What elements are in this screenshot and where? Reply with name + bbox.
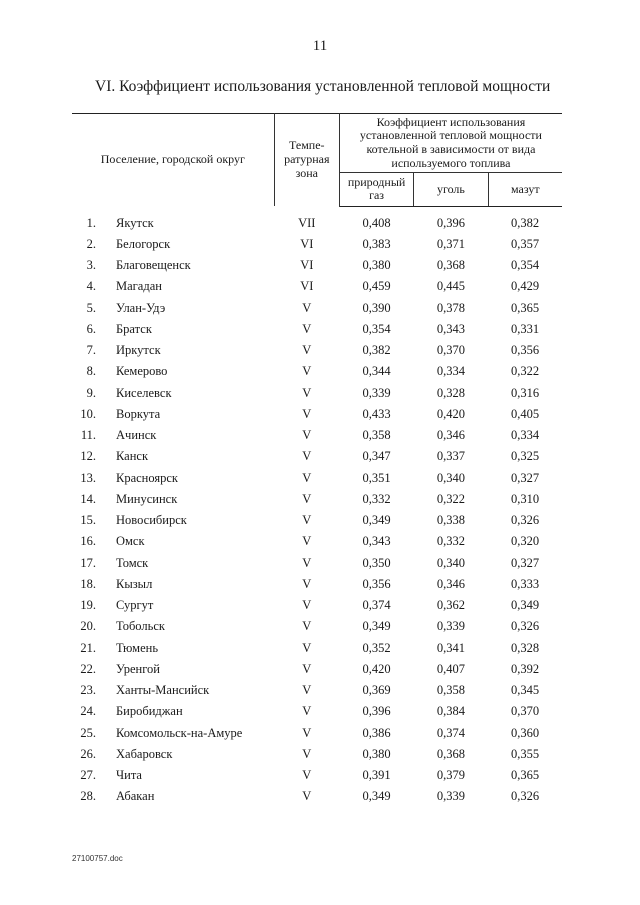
settlement-cell [72,404,274,425]
coal-coefficient-cell: 0,340 [436,470,465,485]
settlement-cell [72,701,274,722]
gas-coefficient-cell: 0,354 [362,321,391,336]
table-row [72,765,562,786]
settlement-name: Ханты-Мансийск [116,683,210,698]
temperature-zone-cell: V [302,449,312,464]
temperature-zone-cell: V [302,321,312,336]
table-row [72,213,562,234]
table-row [72,659,562,680]
page-number: 11 [312,38,328,54]
gas-coefficient-cell: 0,351 [362,470,391,485]
table-row [72,553,562,574]
coal-coefficient-cell: 0,334 [436,364,465,379]
settlement-name: Киселевск [116,385,172,400]
settlement-name: Братск [116,321,152,336]
coal-coefficient-cell: 0,370 [436,343,465,358]
settlement-name: Сургут [116,598,154,613]
gas-coefficient-cell: 0,347 [362,449,391,464]
temperature-zone-cell: V [302,725,312,740]
oil-coefficient-cell: 0,392 [510,661,540,676]
oil-coefficient-cell: 0,310 [510,491,540,506]
gas-coefficient-cell: 0,386 [362,725,391,740]
settlement-name: Магадан [116,279,162,294]
row-number: 4. [86,279,96,294]
oil-coefficient-cell: 0,333 [510,576,540,591]
row-number: 14. [80,491,96,506]
gas-coefficient-cell: 0,390 [362,300,391,315]
settlement-name: Ачинск [116,428,157,443]
gas-coefficient-cell: 0,382 [362,343,391,358]
gas-coefficient-cell: 0,356 [362,576,391,591]
settlement-name: Улан-Удэ [116,300,166,315]
coefficient-table [72,113,562,808]
temperature-zone-cell: VI [300,258,314,273]
oil-coefficient-cell: 0,316 [510,385,540,400]
temperature-zone-cell: V [302,300,312,315]
table-row [72,255,562,276]
oil-coefficient-cell: 0,326 [510,513,540,528]
coal-coefficient-cell: 0,346 [436,428,465,443]
gas-coefficient-cell: 0,349 [362,619,391,634]
table-row [72,276,562,297]
oil-coefficient-cell: 0,331 [510,321,540,336]
table-row [72,383,562,404]
row-number: 11. [80,428,96,443]
table-row [72,319,562,340]
oil-coefficient-cell: 0,326 [510,789,540,804]
header-coefficient-group: Коэффициент использования установленной тепловой мощности котельной в зависимости от вида используемого топлива [339,114,562,173]
temperature-zone-cell: V [302,704,312,719]
header-fuel-oil: мазут [488,173,562,206]
gas-coefficient-cell: 0,343 [362,534,391,549]
gas-coefficient-cell: 0,391 [362,768,391,783]
section-title: VI. Коэффициент использования установленной тепловой мощности [95,78,551,95]
table-row [72,361,562,382]
table-row [72,340,562,361]
settlement-cell [72,255,274,276]
temperature-zone-cell: V [302,598,312,613]
gas-coefficient-cell: 0,383 [362,236,391,251]
settlement-cell [72,574,274,595]
table-row [72,616,562,637]
settlement-name: Хабаровск [116,746,173,761]
temperature-zone-cell: VI [300,279,314,294]
settlement-cell [72,786,274,807]
settlement-cell [72,595,274,616]
temperature-zone-cell: V [302,406,312,421]
row-number: 1. [86,215,96,230]
settlement-name: Абакан [116,789,155,804]
row-number: 10. [80,406,96,421]
settlement-cell [72,680,274,701]
coal-coefficient-cell: 0,368 [436,258,465,273]
row-number: 23. [80,683,96,698]
settlement-name: Красноярск [116,470,179,485]
table-row [72,446,562,467]
temperature-zone-cell: V [302,768,312,783]
table-row [72,680,562,701]
settlement-cell [72,531,274,552]
table-row [72,744,562,765]
row-number: 25. [80,725,96,740]
coal-coefficient-cell: 0,420 [436,406,465,421]
temperature-zone-cell: V [302,428,312,443]
table-row [72,404,562,425]
settlement-name: Омск [116,534,145,549]
settlement-cell [72,468,274,489]
row-number: 15. [80,513,96,528]
oil-coefficient-cell: 0,356 [510,343,540,358]
oil-coefficient-cell: 0,370 [510,704,540,719]
coal-coefficient-cell: 0,371 [436,236,465,251]
temperature-zone-cell: V [302,491,312,506]
coal-coefficient-cell: 0,328 [436,385,465,400]
header-fuel-coal: уголь [414,173,488,206]
settlement-name: Минусинск [116,491,178,506]
gas-coefficient-cell: 0,380 [362,258,391,273]
settlement-cell [72,361,274,382]
table-row [72,638,562,659]
coal-coefficient-cell: 0,362 [436,598,465,613]
settlement-name: Томск [116,555,149,570]
row-number: 27. [80,768,96,783]
row-number: 16. [80,534,96,549]
temperature-zone-cell: V [302,661,312,676]
coal-coefficient-cell: 0,332 [436,534,465,549]
temperature-zone-cell: V [302,343,312,358]
gas-coefficient-cell: 0,350 [362,555,391,570]
temperature-zone-cell: V [302,513,312,528]
settlement-name: Чита [116,768,142,783]
gas-coefficient-cell: 0,339 [362,385,391,400]
settlement-cell [72,659,274,680]
coal-coefficient-cell: 0,379 [436,768,465,783]
settlement-name: Новосибирск [116,513,187,528]
row-number: 9. [86,385,96,400]
row-number: 18. [80,576,96,591]
table-row [72,468,562,489]
settlement-name: Иркутск [116,343,161,358]
table-row [72,298,562,319]
temperature-zone-cell: V [302,385,312,400]
table-body [72,206,562,808]
settlement-cell [72,489,274,510]
settlement-cell [72,383,274,404]
row-number: 12. [80,449,96,464]
gas-coefficient-cell: 0,369 [362,683,391,698]
gas-coefficient-cell: 0,349 [362,789,391,804]
temperature-zone-cell: V [302,470,312,485]
table-row [72,234,562,255]
table-row [72,489,562,510]
oil-coefficient-cell: 0,429 [510,279,540,294]
temperature-zone-cell: V [302,789,312,804]
settlement-cell [72,744,274,765]
oil-coefficient-cell: 0,345 [510,683,540,698]
settlement-cell [72,298,274,319]
oil-coefficient-cell: 0,405 [510,406,540,421]
temperature-zone-cell: V [302,576,312,591]
gas-coefficient-cell: 0,332 [362,491,391,506]
coal-coefficient-cell: 0,445 [436,279,465,294]
oil-coefficient-cell: 0,327 [510,555,540,570]
table-row [72,531,562,552]
row-number: 2. [86,236,96,251]
temperature-zone-cell: V [302,746,312,761]
temperature-zone-cell: VI [300,236,314,251]
temperature-zone-cell: V [302,683,312,698]
settlement-name: Комсомольск-на-Амуре [116,725,243,740]
oil-coefficient-cell: 0,334 [510,428,540,443]
row-number: 7. [86,343,96,358]
row-number: 19. [80,598,96,613]
temperature-zone-cell: V [302,619,312,634]
temperature-zone-cell: V [302,555,312,570]
settlement-cell [72,319,274,340]
table-row [72,786,562,807]
gas-coefficient-cell: 0,396 [362,704,391,719]
table-row [72,510,562,531]
coal-coefficient-cell: 0,384 [436,704,465,719]
settlement-name: Тюмень [116,640,159,655]
oil-coefficient-cell: 0,349 [510,598,540,613]
settlement-cell [72,234,274,255]
oil-coefficient-cell: 0,382 [510,215,540,230]
settlement-name: Тобольск [116,619,165,634]
table-row [72,723,562,744]
row-number: 20. [80,619,96,634]
header-fuel-gas: природный газ [339,173,413,206]
temperature-zone-cell: V [302,364,312,379]
settlement-cell [72,616,274,637]
settlement-cell [72,510,274,531]
settlement-cell [72,723,274,744]
oil-coefficient-cell: 0,320 [510,534,540,549]
settlement-name: Биробиджан [116,704,183,719]
gas-coefficient-cell: 0,358 [362,428,391,443]
settlement-name: Уренгой [116,661,160,676]
oil-coefficient-cell: 0,354 [510,258,540,273]
settlement-cell [72,213,274,234]
coal-coefficient-cell: 0,346 [436,576,465,591]
gas-coefficient-cell: 0,344 [362,364,391,379]
row-number: 26. [80,746,96,761]
coal-coefficient-cell: 0,339 [436,619,465,634]
row-number: 24. [80,704,96,719]
oil-coefficient-cell: 0,325 [510,449,540,464]
oil-coefficient-cell: 0,328 [510,640,540,655]
gas-coefficient-cell: 0,459 [362,279,391,294]
row-number: 22. [80,661,96,676]
row-number: 21. [80,640,96,655]
row-number: 6. [86,321,96,336]
temperature-zone-cell: V [302,534,312,549]
row-number: 13. [80,470,96,485]
coal-coefficient-cell: 0,341 [436,640,465,655]
settlement-cell [72,446,274,467]
coal-coefficient-cell: 0,340 [436,555,465,570]
gas-coefficient-cell: 0,420 [362,661,391,676]
coal-coefficient-cell: 0,396 [436,215,465,230]
oil-coefficient-cell: 0,360 [510,725,540,740]
temperature-zone-cell: VII [298,215,316,230]
footer-document-name: 27100757.doc [72,854,123,863]
coal-coefficient-cell: 0,322 [436,491,465,506]
settlement-name: Благовещенск [116,258,191,273]
table-header [72,114,562,207]
settlement-cell [72,765,274,786]
oil-coefficient-cell: 0,326 [510,619,540,634]
settlement-name: Белогорск [116,236,171,251]
coal-coefficient-cell: 0,374 [436,725,465,740]
temperature-zone-cell: V [302,640,312,655]
settlement-cell [72,276,274,297]
oil-coefficient-cell: 0,357 [510,236,540,251]
gas-coefficient-cell: 0,352 [362,640,391,655]
coal-coefficient-cell: 0,337 [436,449,465,464]
row-number: 5. [86,300,96,315]
table-row [72,574,562,595]
row-number: 8. [86,364,96,379]
gas-coefficient-cell: 0,374 [362,598,391,613]
settlement-name: Кемерово [116,364,168,379]
settlement-cell [72,340,274,361]
table-row [72,425,562,446]
coal-coefficient-cell: 0,343 [436,321,465,336]
settlement-cell [72,553,274,574]
oil-coefficient-cell: 0,365 [510,300,540,315]
settlement-name: Кызыл [116,576,153,591]
gas-coefficient-cell: 0,349 [362,513,391,528]
header-temperature-zone: Темпе-ратурная зона [274,114,339,207]
row-number: 3. [86,258,96,273]
settlement-cell [72,425,274,446]
header-settlement: Поселение, городской округ [72,114,274,207]
coal-coefficient-cell: 0,407 [436,661,465,676]
gas-coefficient-cell: 0,380 [362,746,391,761]
row-number: 17. [80,555,96,570]
table-row [72,701,562,722]
coal-coefficient-cell: 0,368 [436,746,465,761]
oil-coefficient-cell: 0,322 [510,364,540,379]
gas-coefficient-cell: 0,408 [362,215,391,230]
oil-coefficient-cell: 0,355 [510,746,540,761]
coal-coefficient-cell: 0,378 [436,300,465,315]
oil-coefficient-cell: 0,327 [510,470,540,485]
oil-coefficient-cell: 0,365 [510,768,540,783]
coal-coefficient-cell: 0,358 [436,683,465,698]
coal-coefficient-cell: 0,338 [436,513,465,528]
settlement-name: Якутск [116,215,154,230]
row-number: 28. [80,789,96,804]
table-row [72,595,562,616]
gas-coefficient-cell: 0,433 [362,406,391,421]
settlement-name: Канск [116,449,149,464]
settlement-name: Воркута [116,406,161,421]
settlement-cell [72,638,274,659]
coal-coefficient-cell: 0,339 [436,789,465,804]
